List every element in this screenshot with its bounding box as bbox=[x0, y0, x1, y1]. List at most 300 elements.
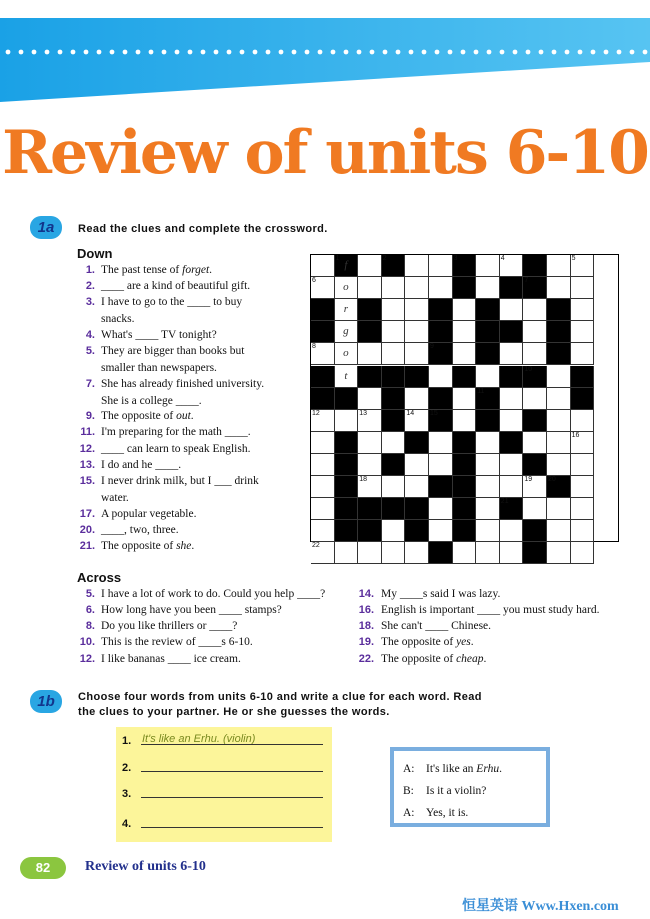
worksheet-number-4: 4. bbox=[122, 818, 132, 830]
crossword-cell-number: 3 bbox=[453, 255, 458, 262]
worksheet-number-3: 3. bbox=[122, 788, 132, 800]
crossword-black-cell bbox=[311, 366, 335, 388]
crossword-black-cell bbox=[500, 277, 524, 299]
clue-text-part: The opposite of bbox=[101, 410, 177, 422]
crossword-cell[interactable] bbox=[571, 432, 595, 454]
crossword-cell[interactable] bbox=[547, 432, 571, 454]
crossword-black-cell bbox=[547, 321, 571, 343]
crossword-cell[interactable] bbox=[476, 277, 500, 299]
clue-number: 1. bbox=[85, 264, 95, 276]
crossword-cell[interactable] bbox=[405, 410, 429, 432]
crossword-cell[interactable] bbox=[335, 343, 359, 365]
header-dot bbox=[461, 50, 466, 55]
crossword-cell[interactable] bbox=[453, 410, 477, 432]
crossword-cell-letter: g bbox=[343, 325, 349, 338]
crossword-cell[interactable] bbox=[335, 366, 359, 388]
crossword-black-cell bbox=[453, 476, 477, 498]
crossword-cell[interactable] bbox=[453, 388, 477, 410]
crossword-cell[interactable] bbox=[523, 299, 547, 321]
crossword-cell[interactable] bbox=[358, 432, 382, 454]
crossword-black-cell bbox=[358, 321, 382, 343]
crossword-cell[interactable] bbox=[382, 299, 406, 321]
header-dot bbox=[565, 50, 570, 55]
clue-text bbox=[101, 441, 250, 458]
crossword-black-cell bbox=[382, 498, 406, 520]
crossword-cell-number: 11 bbox=[477, 387, 485, 395]
clue-text-part: The opposite of bbox=[381, 636, 457, 648]
crossword-black-cell bbox=[382, 410, 406, 432]
header-dot bbox=[474, 50, 479, 55]
header-dot bbox=[513, 50, 518, 55]
clue-text-part: They are bigger than books but bbox=[101, 345, 245, 357]
dialog-text-end: . bbox=[499, 763, 502, 775]
crossword-black-cell bbox=[523, 454, 547, 476]
clue-number: 5. bbox=[85, 345, 95, 357]
header-dot bbox=[162, 50, 167, 55]
clue-text-part: What's ____ TV tonight? bbox=[101, 329, 217, 341]
crossword-black-cell bbox=[405, 498, 429, 520]
clue-text bbox=[101, 473, 259, 506]
section-1b-instruction-line2: the clues to your partner. He or she guesses the words. bbox=[78, 706, 390, 718]
crossword-cell-number: 22 bbox=[312, 542, 320, 550]
crossword-cell[interactable] bbox=[311, 432, 335, 454]
header-dot bbox=[643, 50, 648, 55]
crossword-cell[interactable] bbox=[335, 299, 359, 321]
crossword-cell[interactable] bbox=[382, 476, 406, 498]
answer-line-1[interactable] bbox=[141, 744, 323, 745]
crossword-cell[interactable] bbox=[547, 255, 571, 277]
header-dot bbox=[526, 50, 531, 55]
crossword-cell[interactable] bbox=[571, 410, 595, 432]
crossword-black-cell bbox=[429, 388, 453, 410]
clue-text bbox=[101, 538, 194, 555]
crossword-cell[interactable] bbox=[476, 255, 500, 277]
crossword-cell[interactable] bbox=[547, 277, 571, 299]
dialog-line bbox=[426, 761, 502, 777]
crossword-cell[interactable] bbox=[429, 498, 453, 520]
crossword-black-cell bbox=[429, 476, 453, 498]
header-dot bbox=[201, 50, 206, 55]
crossword-black-cell bbox=[311, 299, 335, 321]
header-dot bbox=[396, 50, 401, 55]
crossword-cell[interactable] bbox=[311, 255, 335, 277]
crossword-black-cell bbox=[382, 366, 406, 388]
header-dot bbox=[422, 50, 427, 55]
crossword-cell[interactable] bbox=[476, 432, 500, 454]
crossword-cell-number: 14 bbox=[406, 409, 415, 417]
crossword-black-cell bbox=[500, 498, 524, 520]
crossword-black-cell bbox=[429, 410, 453, 432]
crossword-cell-letter: r bbox=[343, 303, 349, 316]
header-dot bbox=[227, 50, 232, 55]
crossword-cell-number: 2 bbox=[382, 255, 387, 262]
crossword-cell[interactable] bbox=[523, 498, 547, 520]
down-heading: Down bbox=[77, 246, 113, 261]
header-dot bbox=[188, 50, 193, 55]
answer-line-4[interactable] bbox=[141, 827, 323, 828]
clue-italic-word: cheap bbox=[456, 653, 484, 665]
clue-number: 5. bbox=[85, 588, 95, 600]
crossword-cell[interactable] bbox=[382, 277, 406, 299]
crossword-cell[interactable] bbox=[358, 542, 382, 564]
crossword-cell-number: 12 bbox=[312, 409, 320, 417]
crossword-black-cell bbox=[335, 255, 359, 277]
crossword-cell[interactable] bbox=[500, 476, 524, 498]
crossword-cell[interactable] bbox=[382, 321, 406, 343]
clue-text-part: I have a lot of work to do. Could you help ____? bbox=[101, 588, 326, 600]
crossword-black-cell bbox=[453, 498, 477, 520]
clue-number: 22. bbox=[358, 653, 374, 665]
clue-text bbox=[101, 651, 241, 668]
clue-text bbox=[101, 376, 264, 409]
crossword-black-cell bbox=[523, 366, 547, 388]
answer-line-3[interactable] bbox=[141, 797, 323, 798]
header-dot bbox=[552, 50, 557, 55]
crossword-cell[interactable] bbox=[335, 410, 359, 432]
crossword-cell[interactable] bbox=[335, 277, 359, 299]
crossword-black-cell bbox=[476, 410, 500, 432]
crossword-black-cell bbox=[405, 432, 429, 454]
header-dot bbox=[344, 50, 349, 55]
crossword-black-cell bbox=[547, 299, 571, 321]
footer-title: Review of units 6-10 bbox=[85, 859, 206, 874]
crossword-cell[interactable] bbox=[476, 366, 500, 388]
clue-text bbox=[101, 278, 250, 295]
section-1b-badge: 1b bbox=[30, 690, 62, 713]
clue-number: 14. bbox=[358, 588, 374, 600]
crossword-cell[interactable] bbox=[358, 343, 382, 365]
crossword-cell[interactable] bbox=[523, 476, 547, 498]
crossword-cell-number: 5 bbox=[571, 255, 576, 262]
crossword-cell[interactable] bbox=[311, 410, 335, 432]
header-dot bbox=[292, 50, 297, 55]
crossword-cell[interactable] bbox=[523, 432, 547, 454]
crossword-cell[interactable] bbox=[476, 454, 500, 476]
clue-text bbox=[101, 408, 194, 425]
crossword-cell-number: 19 bbox=[524, 476, 533, 483]
crossword-cell-number: 10 bbox=[524, 365, 533, 373]
crossword-black-cell bbox=[453, 432, 477, 454]
crossword-cell[interactable] bbox=[335, 542, 359, 564]
crossword-cell[interactable] bbox=[571, 299, 595, 321]
crossword-black-cell bbox=[311, 388, 335, 410]
crossword-black-cell bbox=[453, 366, 477, 388]
crossword-cell[interactable] bbox=[429, 366, 453, 388]
clue-number: 16. bbox=[358, 604, 374, 616]
crossword-cell[interactable] bbox=[571, 454, 595, 476]
crossword-cell[interactable] bbox=[429, 255, 453, 277]
clue-text-part: I'm preparing for the math ____. bbox=[101, 426, 251, 438]
crossword-cell[interactable] bbox=[405, 454, 429, 476]
crossword-cell[interactable] bbox=[358, 410, 382, 432]
header-dot bbox=[578, 50, 583, 55]
worksheet-number-1: 1. bbox=[122, 735, 132, 747]
crossword-black-cell bbox=[358, 498, 382, 520]
clue-text-part: My ____s said I was lazy. bbox=[381, 588, 501, 600]
header-dot bbox=[383, 50, 388, 55]
clue-text-part: This is the review of ____s 6-10. bbox=[101, 636, 253, 648]
clue-text-part: The opposite of bbox=[101, 540, 177, 552]
crossword-cell[interactable] bbox=[453, 321, 477, 343]
crossword-black-cell bbox=[429, 299, 453, 321]
clue-number: 21. bbox=[79, 540, 95, 552]
clue-number: 17. bbox=[79, 508, 95, 520]
crossword-cell[interactable] bbox=[500, 520, 524, 542]
crossword-cell[interactable] bbox=[571, 321, 595, 343]
crossword-cell[interactable] bbox=[500, 299, 524, 321]
header-dot bbox=[6, 50, 11, 55]
crossword-cell[interactable] bbox=[382, 542, 406, 564]
dialog-text: It's like an bbox=[426, 763, 477, 775]
header-dot bbox=[279, 50, 284, 55]
crossword-black-cell bbox=[429, 343, 453, 365]
crossword-cell[interactable] bbox=[571, 476, 595, 498]
crossword-cell[interactable] bbox=[547, 388, 571, 410]
crossword-cell[interactable] bbox=[335, 321, 359, 343]
clue-text bbox=[101, 294, 242, 327]
crossword-cell[interactable] bbox=[405, 299, 429, 321]
watermark: 恒星英语 Www.Hxen.com bbox=[462, 899, 619, 914]
crossword-black-cell bbox=[547, 343, 571, 365]
clue-text-part: I do and he ____. bbox=[101, 459, 182, 471]
crossword-cell-number: 8 bbox=[312, 343, 316, 351]
crossword-black-cell bbox=[405, 520, 429, 542]
section-1a-badge: 1a bbox=[30, 216, 62, 239]
dialog-italic-word: Erhu bbox=[476, 763, 500, 775]
crossword-cell[interactable] bbox=[571, 542, 595, 564]
crossword-cell[interactable] bbox=[500, 454, 524, 476]
clue-text-part: How long have you been ____ stamps? bbox=[101, 604, 282, 616]
crossword-cell[interactable] bbox=[358, 476, 382, 498]
header-dot bbox=[58, 50, 63, 55]
crossword-cell[interactable] bbox=[500, 410, 524, 432]
header-dot bbox=[19, 50, 24, 55]
crossword-cell[interactable] bbox=[571, 498, 595, 520]
crossword-cell[interactable] bbox=[429, 520, 453, 542]
header-dot bbox=[71, 50, 76, 55]
header-dot bbox=[266, 50, 271, 55]
crossword-black-cell bbox=[571, 366, 595, 388]
crossword-cell-number: 21 bbox=[500, 498, 509, 506]
clue-text-part: She has already finished university. bbox=[101, 378, 265, 390]
crossword-cell[interactable] bbox=[523, 321, 547, 343]
crossword-cell[interactable] bbox=[382, 343, 406, 365]
crossword-cell-number: 15 bbox=[430, 409, 438, 417]
clue-text-part: ____ are a kind of beautiful gift. bbox=[101, 280, 251, 292]
dialog-line bbox=[426, 805, 468, 821]
crossword-black-cell bbox=[358, 299, 382, 321]
dialog-line bbox=[426, 783, 486, 799]
clue-text-part: . bbox=[190, 410, 194, 422]
crossword-cell[interactable] bbox=[382, 520, 406, 542]
crossword-cell[interactable] bbox=[453, 343, 477, 365]
header-dot bbox=[357, 50, 362, 55]
crossword-cell[interactable] bbox=[523, 388, 547, 410]
clue-text-continuation: smaller than newspapers. bbox=[101, 361, 217, 374]
crossword-cell[interactable] bbox=[547, 454, 571, 476]
clue-text bbox=[101, 586, 325, 603]
header-dot bbox=[253, 50, 258, 55]
crossword-black-cell bbox=[335, 520, 359, 542]
clue-text bbox=[381, 602, 600, 619]
clue-italic-word: forget bbox=[182, 264, 210, 276]
crossword-cell[interactable] bbox=[500, 388, 524, 410]
worksheet-number-2: 2. bbox=[122, 762, 132, 774]
crossword-cell[interactable] bbox=[476, 520, 500, 542]
clue-text bbox=[101, 634, 253, 651]
clue-text-continuation: She is a college ____. bbox=[101, 394, 202, 407]
crossword-black-cell bbox=[335, 498, 359, 520]
crossword-cell[interactable] bbox=[476, 542, 500, 564]
crossword-black-cell bbox=[335, 388, 359, 410]
header-dot bbox=[123, 50, 128, 55]
crossword-cell[interactable] bbox=[311, 277, 335, 299]
crossword-cell[interactable] bbox=[571, 277, 595, 299]
crossword-cell[interactable] bbox=[405, 476, 429, 498]
crossword-cell[interactable] bbox=[500, 255, 524, 277]
crossword-black-cell bbox=[571, 388, 595, 410]
crossword-cell[interactable] bbox=[547, 542, 571, 564]
dialog-text: Is it a violin? bbox=[426, 785, 487, 797]
crossword-black-cell bbox=[547, 476, 571, 498]
crossword-black-cell bbox=[382, 454, 406, 476]
dialog-speaker: A: bbox=[403, 763, 415, 775]
crossword-cell[interactable] bbox=[453, 542, 477, 564]
crossword-black-cell bbox=[523, 410, 547, 432]
clue-number: 2. bbox=[85, 280, 95, 292]
crossword-cell[interactable] bbox=[311, 520, 335, 542]
crossword-black-cell bbox=[382, 388, 406, 410]
crossword-cell[interactable] bbox=[500, 343, 524, 365]
crossword-cell[interactable] bbox=[500, 542, 524, 564]
clue-number: 10. bbox=[79, 636, 95, 648]
example-dialog-box bbox=[390, 747, 550, 827]
header-dot bbox=[84, 50, 89, 55]
clue-text-part: A popular vegetable. bbox=[101, 508, 197, 520]
crossword-cell-letter: o bbox=[343, 347, 349, 360]
clue-italic-word: she bbox=[176, 540, 192, 552]
clue-text-part: I never drink milk, but I ___ drink bbox=[101, 475, 259, 487]
clue-text-part: ____, two, three. bbox=[101, 524, 179, 536]
crossword-cell[interactable] bbox=[571, 343, 595, 365]
crossword-cell[interactable] bbox=[382, 432, 406, 454]
clue-text bbox=[101, 327, 217, 344]
crossword-cell-letter: f bbox=[344, 259, 348, 271]
crossword-cell[interactable] bbox=[311, 454, 335, 476]
crossword-cell[interactable] bbox=[405, 343, 429, 365]
header-dot bbox=[136, 50, 141, 55]
crossword-black-cell bbox=[358, 520, 382, 542]
clue-text-part: . bbox=[209, 264, 213, 276]
crossword-cell[interactable] bbox=[547, 410, 571, 432]
clue-text bbox=[101, 602, 282, 619]
clue-text bbox=[101, 618, 237, 635]
clue-text-part: . bbox=[470, 636, 474, 648]
header-dot bbox=[591, 50, 596, 55]
crossword-cell[interactable] bbox=[476, 476, 500, 498]
across-heading: Across bbox=[77, 570, 122, 585]
crossword-cell[interactable] bbox=[405, 388, 429, 410]
crossword-cell[interactable] bbox=[429, 277, 453, 299]
crossword-black-cell bbox=[311, 321, 335, 343]
crossword-cell[interactable] bbox=[523, 343, 547, 365]
crossword-cell[interactable] bbox=[429, 432, 453, 454]
header-dot bbox=[487, 50, 492, 55]
header-dot bbox=[370, 50, 375, 55]
clue-text-part: The opposite of bbox=[381, 653, 457, 665]
section-1a-instruction: Read the clues and complete the crossword. bbox=[78, 223, 328, 235]
crossword-black-cell bbox=[335, 476, 359, 498]
crossword-cell[interactable] bbox=[547, 498, 571, 520]
clue-text bbox=[381, 634, 474, 651]
crossword-cell[interactable] bbox=[358, 454, 382, 476]
clue-number: 19. bbox=[358, 636, 374, 648]
clue-text-part: English is important ____ you must study hard. bbox=[381, 604, 600, 616]
crossword-cell[interactable] bbox=[405, 321, 429, 343]
header-dot bbox=[435, 50, 440, 55]
header-dot bbox=[604, 50, 609, 55]
clue-text bbox=[101, 343, 244, 376]
crossword-cell[interactable] bbox=[311, 542, 335, 564]
crossword-cell[interactable] bbox=[358, 277, 382, 299]
crossword-cell-number: 20 bbox=[548, 476, 556, 483]
clue-text bbox=[101, 262, 212, 279]
header-dot bbox=[318, 50, 323, 55]
header-dot bbox=[175, 50, 180, 55]
header-dot bbox=[97, 50, 102, 55]
crossword-cell[interactable] bbox=[358, 255, 382, 277]
crossword-cell[interactable] bbox=[571, 255, 595, 277]
header-dot bbox=[240, 50, 245, 55]
crossword-cell[interactable] bbox=[311, 476, 335, 498]
header-dot bbox=[32, 50, 37, 55]
crossword-black-cell bbox=[476, 321, 500, 343]
header-dot bbox=[149, 50, 154, 55]
header-dot bbox=[409, 50, 414, 55]
crossword-cell[interactable] bbox=[476, 498, 500, 520]
answer-line-2[interactable] bbox=[141, 771, 323, 772]
crossword-black-cell bbox=[453, 520, 477, 542]
crossword-cell[interactable] bbox=[405, 277, 429, 299]
crossword-cell[interactable] bbox=[311, 343, 335, 365]
crossword-cell[interactable] bbox=[405, 255, 429, 277]
crossword-cell-number: 6 bbox=[312, 277, 316, 285]
crossword-black-cell bbox=[523, 520, 547, 542]
crossword-cell[interactable] bbox=[405, 542, 429, 564]
crossword-black-cell bbox=[500, 432, 524, 454]
crossword-cell[interactable] bbox=[429, 454, 453, 476]
clue-number: 20. bbox=[79, 524, 95, 536]
crossword-black-cell bbox=[358, 366, 382, 388]
crossword-cell[interactable] bbox=[571, 520, 595, 542]
clue-text bbox=[101, 506, 196, 523]
clue-text-part: I like bananas ____ ice cream. bbox=[101, 653, 241, 665]
section-1b-instruction-line1: Choose four words from units 6-10 and write a clue for each word. Read bbox=[78, 691, 482, 703]
crossword-cell[interactable] bbox=[453, 299, 477, 321]
clue-number: 13. bbox=[79, 459, 95, 471]
crossword-cell[interactable] bbox=[311, 498, 335, 520]
crossword-cell[interactable] bbox=[358, 388, 382, 410]
crossword-grid[interactable] bbox=[310, 254, 619, 550]
header-dot bbox=[630, 50, 635, 55]
clue-number: 8. bbox=[85, 620, 95, 632]
crossword-black-cell bbox=[500, 366, 524, 388]
crossword-black-cell bbox=[335, 454, 359, 476]
crossword-cell[interactable] bbox=[547, 520, 571, 542]
crossword-cell[interactable] bbox=[547, 366, 571, 388]
crossword-cell-letter: t bbox=[344, 369, 348, 382]
clue-number: 15. bbox=[79, 475, 95, 487]
